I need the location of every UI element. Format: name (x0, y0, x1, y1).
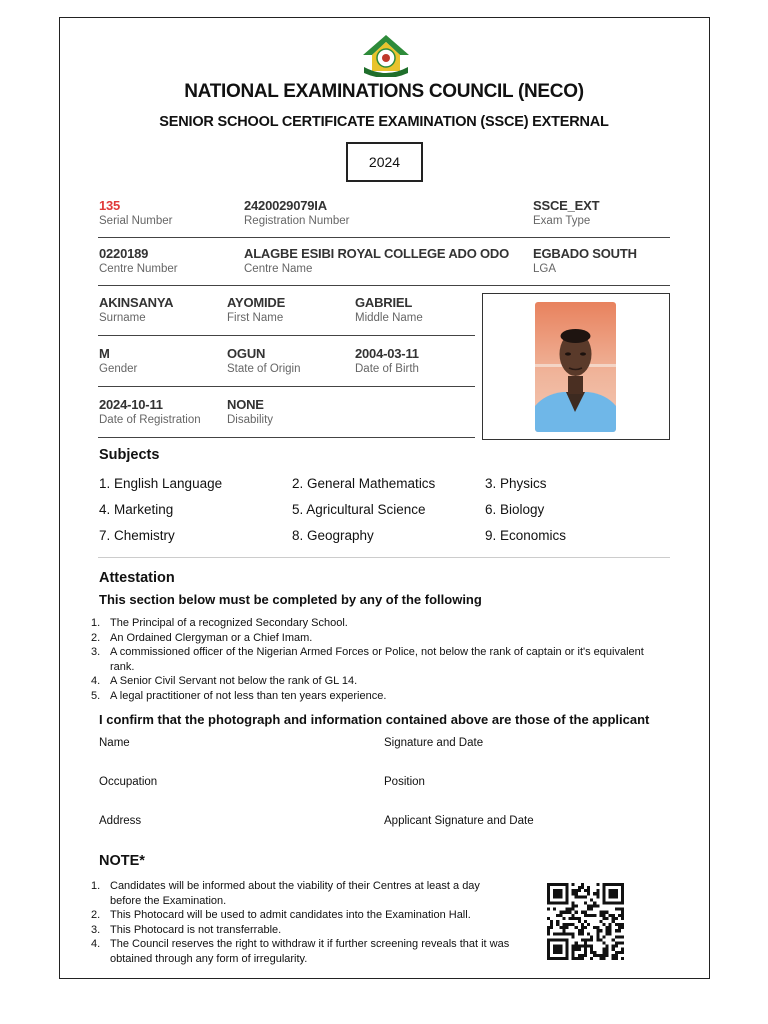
lga-value: EGBADO SOUTH (533, 246, 637, 261)
registration-number-field (244, 198, 349, 227)
middle-name-value: GABRIEL (355, 295, 413, 310)
exam-type-label: Exam Type (533, 215, 591, 227)
divider (98, 285, 670, 286)
list-item: This Photocard is not transferrable. (110, 923, 282, 936)
notes-title: NOTE* (99, 853, 145, 869)
subject-item: 3. Physics (485, 476, 547, 491)
attestation-confirmation: I confirm that the photograph and information contained above are those of the applicant (99, 712, 650, 727)
date-of-registration-value: 2024-10-11 (99, 397, 163, 412)
serial-number-field (99, 198, 173, 227)
divider (98, 386, 475, 387)
exam-subtitle: SENIOR SCHOOL CERTIFICATE EXAMINATION (SSCE) EXTERNAL (159, 114, 609, 130)
applicant-signature-label: Applicant Signature and Date (384, 815, 534, 827)
centre-name-value: ALAGBE ESIBI ROYAL COLLEGE ADO ODO (244, 246, 510, 261)
date-of-birth-field (355, 346, 419, 375)
list-item: The Principal of a recognized Secondary School. (110, 617, 348, 629)
lga-label: LGA (533, 263, 557, 275)
centre-name-field (244, 246, 509, 275)
first-name-value: AYOMIDE (227, 295, 286, 310)
gender-field (99, 346, 137, 375)
list-item: An Ordained Clergyman or a Chief Imam. (110, 631, 313, 644)
subject-item: 4. Marketing (99, 502, 174, 517)
position-label: Position (384, 776, 425, 788)
serial-number-value: 135 (99, 198, 121, 213)
state-of-origin-value: OGUN (227, 346, 266, 361)
list-item: A commissioned officer of the Nigerian Armed Forces or Police, not below the rank of captain or it's equivalent rank. (110, 646, 644, 673)
subject-item: 6. Biology (485, 502, 545, 517)
date-of-registration-field (99, 397, 201, 426)
list-item: A legal practitioner of not less than ten years experience. (110, 689, 387, 702)
subject-item: 5. Agricultural Science (292, 502, 426, 517)
first-name-field (227, 295, 285, 324)
state-of-origin-field (227, 346, 301, 375)
centre-number-value: 0220189 (99, 246, 149, 261)
attestation-instruction: This section below must be completed by any of the following (99, 592, 482, 607)
centre-number-field (99, 246, 178, 275)
gender-label: Gender (99, 363, 138, 375)
attestation-title: Attestation (99, 570, 175, 586)
date-of-birth-value: 2004-03-11 (355, 346, 419, 361)
divider (98, 237, 670, 238)
neco-logo-icon (360, 33, 412, 77)
signature-date-label: Signature and Date (384, 737, 484, 749)
surname-label: Surname (99, 312, 146, 324)
registration-number-value: 2420029079IA (244, 198, 327, 213)
subject-item: 8. Geography (292, 528, 374, 543)
disability-label: Disability (227, 414, 274, 426)
date-of-registration-label: Date of Registration (99, 414, 201, 426)
divider (98, 557, 670, 558)
exam-year: 2024 (346, 142, 423, 182)
subject-item: 1. English Language (99, 476, 223, 491)
exam-type-value: SSCE_EXT (533, 198, 600, 213)
list-item: The Council reserves the right to withdraw it if further screening reveals that it was obtained through any form of irregularity. (110, 938, 510, 965)
registration-number-label: Registration Number (244, 215, 350, 227)
exam-type-field (533, 198, 599, 227)
first-name-label: First Name (227, 312, 284, 324)
surname-value: AKINSANYA (99, 295, 174, 310)
subject-item: 9. Economics (485, 528, 567, 543)
list-item: This Photocard will be used to admit candidates into the Examination Hall. (110, 909, 471, 921)
notes-list (91, 879, 511, 966)
subjects-title: Subjects (99, 447, 160, 463)
centre-number-label: Centre Number (99, 263, 178, 275)
serial-number-label: Serial Number (99, 215, 173, 227)
occupation-label: Occupation (99, 776, 158, 788)
date-of-birth-label: Date of Birth (355, 363, 419, 375)
subject-item: 2. General Mathematics (292, 476, 436, 491)
divider (98, 335, 475, 336)
lga-field (533, 246, 637, 275)
attestation-list (91, 616, 651, 703)
applicant-photo (535, 302, 616, 432)
middle-name-field (355, 295, 423, 324)
gender-value: M (99, 346, 110, 361)
subject-item: 7. Chemistry (99, 528, 175, 543)
disability-value: NONE (227, 397, 264, 412)
qr-code-icon (544, 883, 627, 960)
address-label: Address (99, 815, 142, 827)
disability-field (227, 397, 273, 426)
middle-name-label: Middle Name (355, 312, 423, 324)
divider (98, 437, 475, 438)
centre-name-label: Centre Name (244, 263, 313, 275)
list-item: Candidates will be informed about the viability of their Centres at least a day before the Examination. (110, 880, 480, 907)
surname-field (99, 295, 173, 324)
name-field-label: Name (99, 737, 130, 749)
council-title: NATIONAL EXAMINATIONS COUNCIL (NECO) (184, 81, 584, 102)
list-item: A Senior Civil Servant not below the rank of GL 14. (110, 675, 358, 687)
state-of-origin-label: State of Origin (227, 363, 301, 375)
